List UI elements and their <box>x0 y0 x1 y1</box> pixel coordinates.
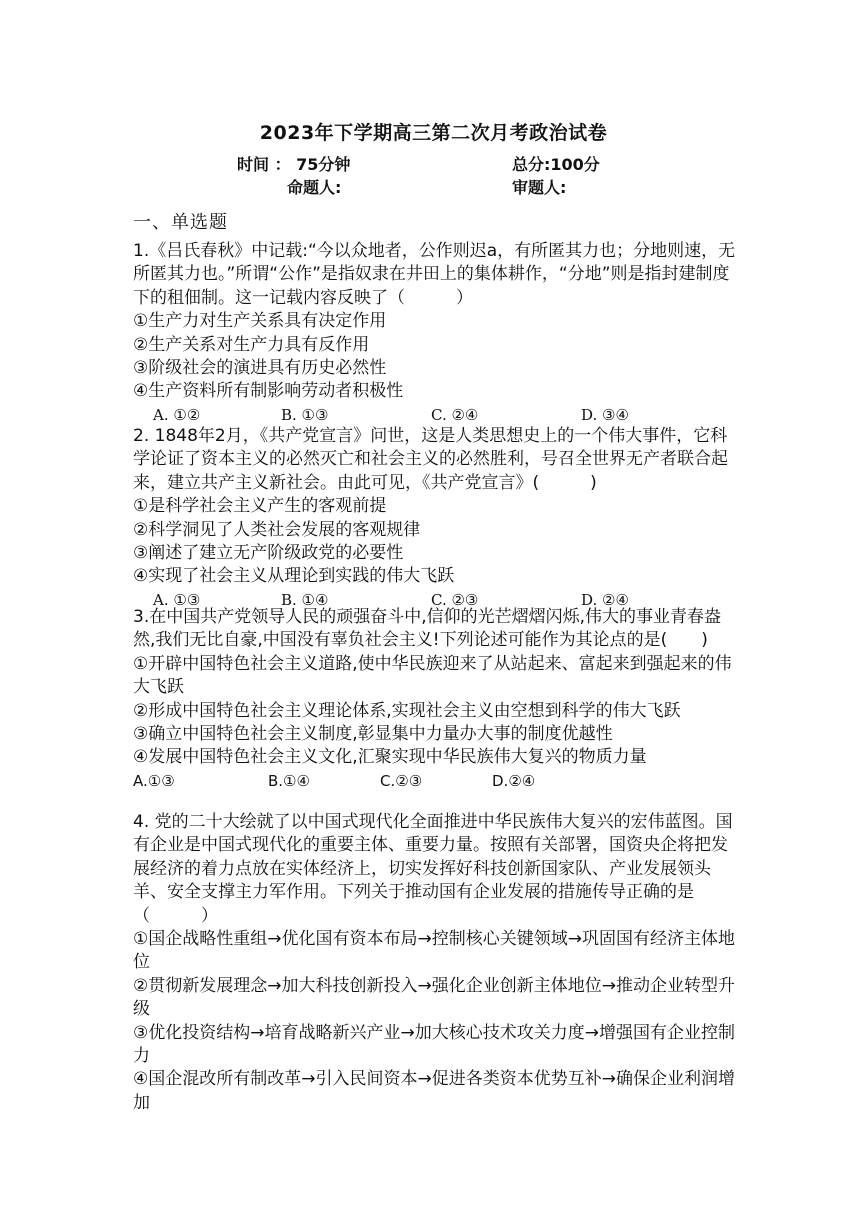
option-a[interactable]: A.①③ <box>133 771 175 790</box>
option-b[interactable]: B. ①③ <box>281 405 329 424</box>
statement-3: ③优化投资结构→培育战略新兴产业→加大核心技术攻关力度→增强国有企业控制力 <box>133 1022 735 1067</box>
question-stem: 3.在中国共产党领导人民的顽强奋斗中,信仰的光芒熠熠闪烁,伟大的事业青春盎然,我们无比自豪,中国没有辜负社会主义!下列论述可能作为其论点的是( ) <box>133 607 722 651</box>
option-b[interactable]: B.①④ <box>268 771 310 790</box>
question-3 <box>133 606 743 793</box>
question-stem: 1.《吕氏春秋》中记载:“今以众地者，公作则迟a，有所匿其力也；分地则速，无所匿其力也。”所谓“公作”是指奴隶在井田上的集体耕作，“分地”则是指封建制度下的租佃制。这一记载内容反映了（ ） <box>133 241 736 308</box>
option-c[interactable]: C. ②③ <box>431 590 479 609</box>
section-title: 一、单选题 <box>133 212 228 233</box>
option-d[interactable]: D. ②④ <box>581 590 629 609</box>
question-1 <box>133 240 743 427</box>
option-c[interactable]: C. ②④ <box>431 405 479 424</box>
statement-3: ③阶级社会的演进具有历史必然性 <box>133 358 387 379</box>
option-c[interactable]: C.②③ <box>380 771 423 790</box>
question-2 <box>133 425 743 612</box>
statement-4: ④国企混改所有制改革→引入民间资本→促进各类资本优势互补→确保企业利润增加 <box>133 1069 735 1113</box>
option-a[interactable]: A. ①② <box>153 405 201 424</box>
statement-2: ②科学洞见了人类社会发展的客观规律 <box>133 519 421 540</box>
question-stem: 2. 1848年2月，《共产党宣言》问世，这是人类思想史上的一个伟大事件，它科学论证了资本主义的必然灭亡和社会主义的必然胜利，号召全世界无产者联合起来，建立共产主义新社会。由此可见，《共产党宣言》( ) <box>133 426 728 493</box>
statement-1: ①国企战略性重组→优化国有资本布局→控制核心关键领域→巩固国有经济主体地位 <box>133 929 735 973</box>
exam-time: 时间 ： 75分钟 <box>237 155 351 174</box>
option-d[interactable]: D. ③④ <box>581 405 629 424</box>
question-stem: 4. 党的二十大绘就了以中国式现代化全面推进中华民族伟大复兴的宏伟蓝图。国有企业是中国式现代化的重要主体、重要力量。按照有关部署，国资央企将把发展经济的着力点放在实体经济上，切实发挥好科技创新国家队、产业发展领头羊、安全支撑主力军作用。下列关于推动国有企业发展的措施传导正确的是（ ） <box>133 812 733 926</box>
exam-total-score: 总分:100分 <box>512 155 600 174</box>
exam-author: 命题人: <box>287 178 342 197</box>
option-a[interactable]: A. ①③ <box>153 590 201 609</box>
statement-1: ①开辟中国特色社会主义道路,使中华民族迎来了从站起来、富起来到强起来的伟大飞跃 <box>133 653 732 698</box>
answer-options <box>133 404 743 427</box>
statement-2: ②形成中国特色社会主义理论体系,实现社会主义由空想到科学的伟大飞跃 <box>133 700 681 721</box>
exam-title: 2023年下学期高三第二次月考政治试卷 <box>259 122 608 144</box>
statement-1: ①生产力对生产关系具有决定作用 <box>133 311 387 332</box>
answer-options <box>133 770 743 793</box>
exam-reviewer: 审题人: <box>512 178 567 197</box>
statement-3: ③确立中国特色社会主义制度,彰显集中力量办大事的制度优越性 <box>133 724 613 745</box>
option-b[interactable]: B. ①④ <box>281 590 329 609</box>
statement-4: ④发展中国特色社会主义文化,汇聚实现中华民族伟大复兴的物质力量 <box>133 747 647 768</box>
statement-3: ③阐述了建立无产阶级政党的必要性 <box>133 543 404 564</box>
statement-4: ④生产资料所有制影响劳动者积极性 <box>133 381 404 402</box>
statement-2: ②贯彻新发展理念→加大科技创新投入→强化企业创新主体地位→推动企业转型升级 <box>133 975 735 1020</box>
statement-1: ①是科学社会主义产生的客观前提 <box>133 496 387 517</box>
question-4 <box>133 811 743 1115</box>
statement-2: ②生产关系对生产力具有反作用 <box>133 334 370 355</box>
option-d[interactable]: D.②④ <box>492 771 536 790</box>
statement-4: ④实现了社会主义从理论到实践的伟大飞跃 <box>133 566 455 587</box>
